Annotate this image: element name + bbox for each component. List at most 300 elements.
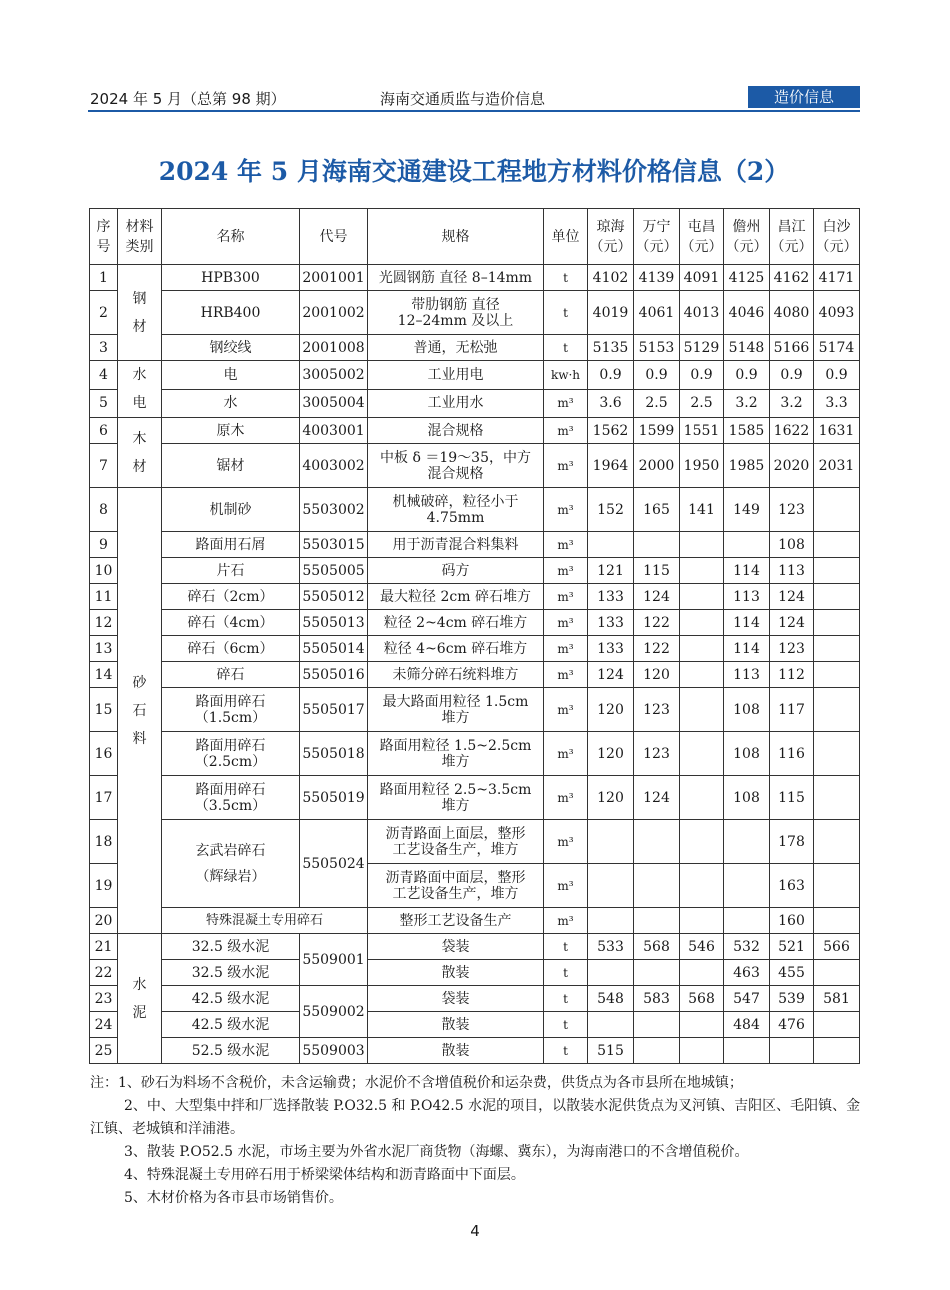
row-price: 3.3 (814, 389, 860, 418)
row-price: 123 (770, 488, 814, 532)
row-unit: t (544, 265, 588, 291)
row-unit: t (544, 1038, 588, 1064)
row-price: 3.6 (588, 389, 634, 418)
row-price (724, 532, 770, 558)
row-spec: 码方 (368, 558, 544, 584)
row-spec: 机械破碎，粒径小于 4.75mm (368, 488, 544, 532)
row-price (680, 688, 724, 732)
row-price: 133 (588, 636, 634, 662)
table-row (90, 776, 860, 820)
row-seq: 16 (90, 732, 118, 776)
table-row (90, 934, 860, 960)
row-price: 4162 (770, 265, 814, 291)
row-spec: 粒径 2~4cm 碎石堆方 (368, 610, 544, 636)
row-code: 5505016 (300, 662, 368, 688)
row-price: 116 (770, 732, 814, 776)
row-price: 108 (724, 688, 770, 732)
row-price (814, 488, 860, 532)
row-price (724, 820, 770, 864)
row-price (680, 610, 724, 636)
row-seq: 7 (90, 444, 118, 488)
row-name: 碎石（6cm） (162, 636, 300, 662)
row-spec: 路面用粒径 2.5~3.5cm 堆方 (368, 776, 544, 820)
col-name: 名称 (162, 209, 300, 265)
row-price (634, 960, 680, 986)
row-price: 165 (634, 488, 680, 532)
note-2: 2、中、大型集中拌和厂选择散装 P.O32.5 和 P.O42.5 水泥的项目，以散装水泥供货点为叉河镇、吉阳区、毛阳镇、金江镇、老城镇和洋浦港。 (90, 1098, 861, 1137)
row-price: 178 (770, 820, 814, 864)
row-price (634, 1012, 680, 1038)
col-city-wanning: 万宁 （元） (634, 209, 680, 265)
row-price: 521 (770, 934, 814, 960)
row-spec: 粒径 4~6cm 碎石堆方 (368, 636, 544, 662)
row-name: 碎石 (162, 662, 300, 688)
row-seq: 23 (90, 986, 118, 1012)
row-price (588, 864, 634, 908)
row-unit: m³ (544, 418, 588, 444)
row-price (634, 908, 680, 934)
row-price: 4019 (588, 291, 634, 335)
row-spec: 工业用水 (368, 389, 544, 418)
row-unit: m³ (544, 488, 588, 532)
row-code: 4003001 (300, 418, 368, 444)
row-code: 2001008 (300, 335, 368, 361)
row-price (814, 558, 860, 584)
row-name: 32.5 级水泥 (162, 960, 300, 986)
row-price: 2.5 (634, 389, 680, 418)
col-city-danzhou: 儋州 （元） (724, 209, 770, 265)
row-price: 108 (724, 776, 770, 820)
row-price: 583 (634, 986, 680, 1012)
row-code: 4003002 (300, 444, 368, 488)
row-code: 2001001 (300, 265, 368, 291)
row-price: 4139 (634, 265, 680, 291)
row-unit: m³ (544, 662, 588, 688)
category-wood: 木 材 (118, 418, 162, 488)
row-name: 52.5 级水泥 (162, 1038, 300, 1064)
row-price: 2.5 (680, 389, 724, 418)
row-price (814, 1038, 860, 1064)
row-price: 122 (634, 610, 680, 636)
row-name: 电 (162, 361, 300, 390)
row-price: 108 (724, 732, 770, 776)
row-price: 115 (770, 776, 814, 820)
row-name: 钢绞线 (162, 335, 300, 361)
row-price (814, 636, 860, 662)
row-seq: 20 (90, 908, 118, 934)
note-4: 4、特殊混凝土专用碎石用于桥梁梁体结构和沥青路面中下面层。 (124, 1167, 525, 1183)
row-price: 484 (724, 1012, 770, 1038)
row-unit: t (544, 1012, 588, 1038)
row-name: 路面用碎石 （3.5cm） (162, 776, 300, 820)
row-price: 5174 (814, 335, 860, 361)
row-unit: m³ (544, 688, 588, 732)
row-unit: m³ (544, 389, 588, 418)
table-row (90, 610, 860, 636)
row-price (634, 1038, 680, 1064)
row-price: 4046 (724, 291, 770, 335)
row-price: 117 (770, 688, 814, 732)
row-price (680, 1038, 724, 1064)
col-city-qionghai: 琼海 （元） (588, 209, 634, 265)
note-5: 5、木材价格为各市县市场销售价。 (124, 1190, 343, 1206)
row-price: 3.2 (724, 389, 770, 418)
row-price (680, 864, 724, 908)
row-price: 581 (814, 986, 860, 1012)
row-seq: 19 (90, 864, 118, 908)
row-price: 515 (588, 1038, 634, 1064)
row-name: 水 (162, 389, 300, 418)
row-price: 2031 (814, 444, 860, 488)
row-price (814, 776, 860, 820)
row-code: 5505014 (300, 636, 368, 662)
row-price (680, 558, 724, 584)
row-price: 1950 (680, 444, 724, 488)
price-table (89, 208, 860, 1064)
row-price: 463 (724, 960, 770, 986)
row-seq: 6 (90, 418, 118, 444)
row-price (680, 662, 724, 688)
row-price: 133 (588, 610, 634, 636)
row-unit: t (544, 986, 588, 1012)
row-spec: 带肋钢筋 直径 12–24mm 及以上 (368, 291, 544, 335)
table-row (90, 908, 860, 934)
row-price (770, 1038, 814, 1064)
row-seq: 1 (90, 265, 118, 291)
row-spec: 混合规格 (368, 418, 544, 444)
col-city-changjiang: 昌江 （元） (770, 209, 814, 265)
row-unit: m³ (544, 584, 588, 610)
row-price (588, 960, 634, 986)
page-number: 4 (470, 1222, 480, 1240)
row-price (680, 1012, 724, 1038)
col-category: 材料 类别 (118, 209, 162, 265)
header-rule (88, 110, 860, 112)
row-price: 547 (724, 986, 770, 1012)
row-seq: 24 (90, 1012, 118, 1038)
row-seq: 4 (90, 361, 118, 390)
row-price: 4061 (634, 291, 680, 335)
row-price: 4080 (770, 291, 814, 335)
row-name: HPB300 (162, 265, 300, 291)
row-spec: 散装 (368, 1012, 544, 1038)
table-row (90, 389, 860, 418)
row-seq: 3 (90, 335, 118, 361)
row-price (680, 776, 724, 820)
row-spec: 普通，无松弛 (368, 335, 544, 361)
row-unit: m³ (544, 636, 588, 662)
row-name: 锯材 (162, 444, 300, 488)
row-price: 2000 (634, 444, 680, 488)
row-name: 路面用碎石 （1.5cm） (162, 688, 300, 732)
table-row (90, 960, 860, 986)
table-row (90, 986, 860, 1012)
table-row (90, 1038, 860, 1064)
row-price: 4102 (588, 265, 634, 291)
row-price: 115 (634, 558, 680, 584)
row-seq: 8 (90, 488, 118, 532)
row-seq: 18 (90, 820, 118, 864)
row-price: 3.2 (770, 389, 814, 418)
row-price (814, 1012, 860, 1038)
row-spec: 沥青路面中面层，整形 工艺设备生产，堆方 (368, 864, 544, 908)
row-price: 114 (724, 636, 770, 662)
row-price (814, 532, 860, 558)
row-price: 5148 (724, 335, 770, 361)
row-unit: t (544, 335, 588, 361)
row-price: 123 (634, 732, 680, 776)
row-price: 112 (770, 662, 814, 688)
note-1: 注：1、砂石为料场不含税价，未含运输费；水泥价不含增值税价和运杂费，供货点为各市县所在地城镇； (90, 1075, 743, 1091)
row-price: 0.9 (588, 361, 634, 390)
row-seq: 2 (90, 291, 118, 335)
row-price: 113 (724, 584, 770, 610)
row-price: 160 (770, 908, 814, 934)
row-code: 5503002 (300, 488, 368, 532)
category-steel: 钢 材 (118, 265, 162, 361)
row-price: 476 (770, 1012, 814, 1038)
page-title: 2024 年 5 月海南交通建设工程地方材料价格信息（2） (158, 157, 790, 186)
issue-label: 2024 年 5 月（总第 98 期） (90, 90, 286, 108)
row-spec: 光圆钢筋 直径 8–14mm (368, 265, 544, 291)
row-price (634, 864, 680, 908)
row-unit: t (544, 934, 588, 960)
col-city-baisha: 白沙 （元） (814, 209, 860, 265)
row-name: 特殊混凝土专用碎石 (162, 908, 368, 934)
row-price: 124 (770, 584, 814, 610)
row-price: 0.9 (634, 361, 680, 390)
row-seq: 9 (90, 532, 118, 558)
row-name: 路面用碎石 （2.5cm） (162, 732, 300, 776)
row-name: 42.5 级水泥 (162, 1012, 300, 1038)
row-spec: 散装 (368, 960, 544, 986)
row-unit: m³ (544, 820, 588, 864)
row-price (724, 864, 770, 908)
row-price: 5153 (634, 335, 680, 361)
row-price (680, 908, 724, 934)
row-price: 1622 (770, 418, 814, 444)
table-row (90, 335, 860, 361)
row-price (724, 908, 770, 934)
row-unit: m³ (544, 610, 588, 636)
row-seq: 17 (90, 776, 118, 820)
row-code: 3005004 (300, 389, 368, 418)
row-price: 4125 (724, 265, 770, 291)
row-seq: 13 (90, 636, 118, 662)
row-seq: 15 (90, 688, 118, 732)
category-utility: 水 电 (118, 361, 162, 418)
table-row (90, 265, 860, 291)
row-unit: m³ (544, 558, 588, 584)
row-name: 原木 (162, 418, 300, 444)
row-unit: t (544, 291, 588, 335)
row-price: 114 (724, 610, 770, 636)
row-price: 133 (588, 584, 634, 610)
table-row (90, 361, 860, 390)
row-price: 122 (634, 636, 680, 662)
row-unit: t (544, 960, 588, 986)
row-price: 149 (724, 488, 770, 532)
row-unit: m³ (544, 532, 588, 558)
table-row (90, 488, 860, 532)
row-seq: 11 (90, 584, 118, 610)
row-price: 124 (770, 610, 814, 636)
table-header-row (90, 209, 860, 265)
row-price: 123 (634, 688, 680, 732)
row-price: 120 (588, 732, 634, 776)
row-price: 0.9 (814, 361, 860, 390)
row-spec: 沥青路面上面层，整形 工艺设备生产，堆方 (368, 820, 544, 864)
row-price: 0.9 (724, 361, 770, 390)
row-unit: m³ (544, 908, 588, 934)
row-price: 1599 (634, 418, 680, 444)
table-row (90, 418, 860, 444)
row-price: 0.9 (770, 361, 814, 390)
row-price: 113 (770, 558, 814, 584)
row-price (814, 610, 860, 636)
row-price: 1585 (724, 418, 770, 444)
row-price: 113 (724, 662, 770, 688)
row-price (680, 532, 724, 558)
row-price (680, 636, 724, 662)
row-price: 566 (814, 934, 860, 960)
row-price (588, 908, 634, 934)
row-price (814, 820, 860, 864)
row-price: 124 (634, 584, 680, 610)
row-price: 108 (770, 532, 814, 558)
row-name: 片石 (162, 558, 300, 584)
row-price (724, 1038, 770, 1064)
row-price: 1551 (680, 418, 724, 444)
row-price: 533 (588, 934, 634, 960)
table-row (90, 662, 860, 688)
row-price (814, 688, 860, 732)
row-price: 121 (588, 558, 634, 584)
col-spec: 规格 (368, 209, 544, 265)
row-code: 2001002 (300, 291, 368, 335)
row-price (680, 960, 724, 986)
row-seq: 25 (90, 1038, 118, 1064)
table-row (90, 636, 860, 662)
row-name: 42.5 级水泥 (162, 986, 300, 1012)
row-price: 152 (588, 488, 634, 532)
row-price: 548 (588, 986, 634, 1012)
row-unit: kw·h (544, 361, 588, 390)
journal-name: 海南交通质监与造价信息 (380, 90, 546, 108)
row-code: 5509001 (300, 934, 368, 986)
row-price (588, 1012, 634, 1038)
row-price: 120 (588, 776, 634, 820)
row-spec: 散装 (368, 1038, 544, 1064)
row-price: 532 (724, 934, 770, 960)
table-row (90, 1012, 860, 1038)
row-name: 碎石（4cm） (162, 610, 300, 636)
row-price: 539 (770, 986, 814, 1012)
row-spec: 工业用电 (368, 361, 544, 390)
col-seq: 序 号 (90, 209, 118, 265)
row-price: 5129 (680, 335, 724, 361)
row-price: 4013 (680, 291, 724, 335)
row-spec: 未筛分碎石统料堆方 (368, 662, 544, 688)
row-price (588, 532, 634, 558)
row-price: 568 (680, 986, 724, 1012)
row-price: 124 (588, 662, 634, 688)
row-price (680, 732, 724, 776)
section-badge: 造价信息 (748, 86, 860, 108)
row-code: 5505013 (300, 610, 368, 636)
row-code: 5505019 (300, 776, 368, 820)
table-row (90, 444, 860, 488)
row-name: 32.5 级水泥 (162, 934, 300, 960)
row-name: HRB400 (162, 291, 300, 335)
row-seq: 14 (90, 662, 118, 688)
col-code: 代号 (300, 209, 368, 265)
row-price: 163 (770, 864, 814, 908)
row-price: 1985 (724, 444, 770, 488)
row-unit: m³ (544, 776, 588, 820)
row-price (814, 908, 860, 934)
row-price: 1964 (588, 444, 634, 488)
page-header (88, 86, 860, 110)
row-code: 5505018 (300, 732, 368, 776)
row-price (680, 584, 724, 610)
row-price: 546 (680, 934, 724, 960)
row-price (588, 820, 634, 864)
row-price (814, 662, 860, 688)
row-seq: 21 (90, 934, 118, 960)
notes (90, 1072, 865, 1210)
row-price: 5166 (770, 335, 814, 361)
row-name: 路面用石屑 (162, 532, 300, 558)
row-price: 120 (634, 662, 680, 688)
row-spec: 整形工艺设备生产 (368, 908, 544, 934)
row-name: 碎石（2cm） (162, 584, 300, 610)
row-price: 4171 (814, 265, 860, 291)
row-price (814, 584, 860, 610)
table-row (90, 291, 860, 335)
row-price: 1631 (814, 418, 860, 444)
row-price (634, 820, 680, 864)
row-spec: 最大粒径 2cm 碎石堆方 (368, 584, 544, 610)
table-row (90, 584, 860, 610)
table-row (90, 532, 860, 558)
row-price: 1562 (588, 418, 634, 444)
table-row (90, 820, 860, 864)
row-seq: 5 (90, 389, 118, 418)
row-price: 2020 (770, 444, 814, 488)
note-3: 3、散装 P.O52.5 水泥，市场主要为外省水泥厂商货物（海螺、冀东），为海南港口的不含增值税价。 (124, 1144, 749, 1160)
row-price (634, 532, 680, 558)
row-seq: 10 (90, 558, 118, 584)
row-code: 5505024 (300, 820, 368, 908)
col-unit: 单位 (544, 209, 588, 265)
row-price (814, 864, 860, 908)
row-price: 4093 (814, 291, 860, 335)
row-code: 5505005 (300, 558, 368, 584)
row-spec: 袋装 (368, 986, 544, 1012)
row-price: 120 (588, 688, 634, 732)
row-spec: 路面用粒径 1.5~2.5cm 堆方 (368, 732, 544, 776)
row-name: 玄武岩碎石 （辉绿岩） (162, 820, 300, 908)
row-code: 5509003 (300, 1038, 368, 1064)
category-cement: 水 泥 (118, 934, 162, 1064)
row-price (680, 820, 724, 864)
row-price: 114 (724, 558, 770, 584)
row-code: 5505012 (300, 584, 368, 610)
row-unit: m³ (544, 444, 588, 488)
table-row (90, 732, 860, 776)
row-seq: 12 (90, 610, 118, 636)
